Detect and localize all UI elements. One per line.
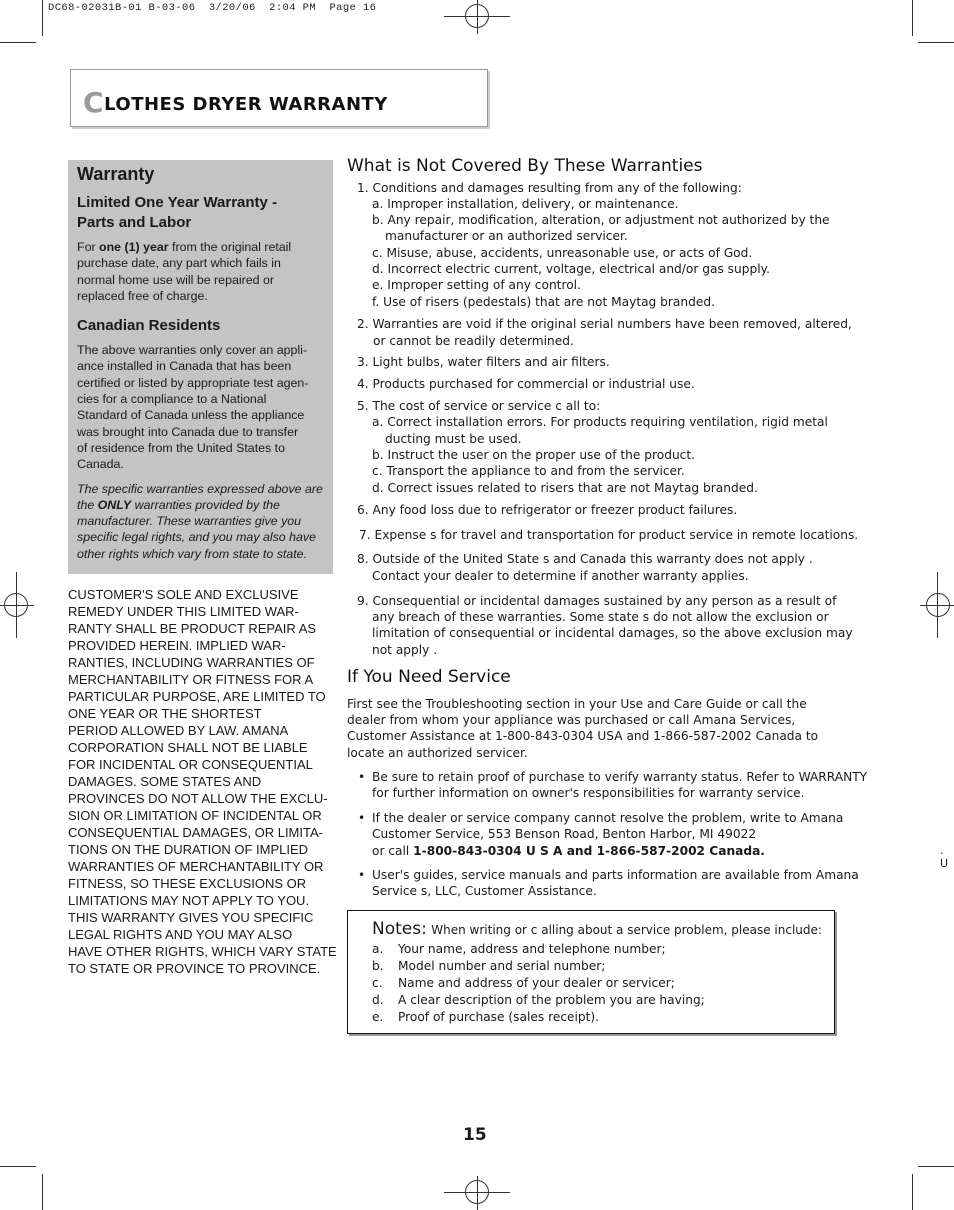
text-fragment: the xyxy=(77,497,98,512)
exclusive-remedy-text xyxy=(68,586,348,977)
service-intro-line: dealer from whom your appliance was purchased or call Amana Services, xyxy=(347,713,796,727)
notes-box xyxy=(347,910,835,1034)
crop-mark xyxy=(0,42,36,43)
exclusive-remedy-line: RANTY SHALL BE PRODUCT REPAIR AS xyxy=(68,621,317,636)
text-fragment: warranties provided by the xyxy=(131,497,280,512)
text-line: certified or listed by appropriate test agen- xyxy=(77,375,309,390)
limited-warranty-text xyxy=(77,239,327,304)
not-covered-line: ducting must be used. xyxy=(385,432,522,446)
text-line: The specific warranties expressed above are xyxy=(77,481,323,496)
text-line: purchase date, any part which fails in xyxy=(77,256,281,271)
not-covered-line: Contact your dealer to determine if another warranty applies. xyxy=(372,569,749,583)
registration-line xyxy=(0,605,34,606)
not-covered-heading: What is Not Covered By These Warranties xyxy=(347,156,703,176)
exclusive-remedy-line: CORPORATION SHALL NOT BE LIABLE xyxy=(68,740,308,755)
exclusive-remedy-line: LIMITATIONS MAY NOT APPLY TO YOU. xyxy=(68,893,310,908)
canadian-heading: Canadian Residents xyxy=(77,317,221,335)
bullet-icon: • xyxy=(358,811,366,825)
exclusive-remedy-line: MERCHANTABILITY OR FITNESS FOR A xyxy=(68,672,314,687)
exclusive-remedy-line: FITNESS, SO THESE EXCLUSIONS OR xyxy=(68,876,307,891)
not-covered-line: not apply . xyxy=(372,643,438,657)
exclusive-remedy-line: DAMAGES. SOME STATES AND xyxy=(68,774,262,789)
text-line: of residence from the United States to xyxy=(77,440,285,455)
service-intro-line: First see the Troubleshooting section in your Use and Care Guide or call the xyxy=(347,697,807,711)
registration-line xyxy=(16,572,17,638)
exclusive-remedy-line: FOR INCIDENTAL OR CONSEQUENTIAL xyxy=(68,757,313,772)
not-covered-line: or cannot be readily determined. xyxy=(373,334,574,348)
note-item xyxy=(372,942,666,956)
not-covered-line: b. Any repair, modification, alteration, or adjustment not authorized by the xyxy=(372,213,830,227)
bullet-icon: • xyxy=(358,770,366,784)
service-bullet-line: Be sure to retain proof of purchase to verify warranty status. Refer to WARRANTY xyxy=(372,770,868,784)
edge-fragment: . U xyxy=(940,844,949,870)
not-covered-line: a. Correct installation errors. For products requiring ventilation, rigid metal xyxy=(372,415,828,429)
service-phone-numbers: 1-800-843-0304 U S A and 1-866-587-2002 Canada. xyxy=(413,844,765,858)
exclusive-remedy-line: CONSEQUENTIAL DAMAGES, OR LIMITA- xyxy=(68,825,323,840)
exclusive-remedy-line: WARRANTIES OF MERCHANTABILITY OR xyxy=(68,859,324,874)
service-bullet-line: Customer Service, 553 Benson Road, Benton Harbor, MI 49022 xyxy=(372,827,757,841)
not-covered-line: limitation of consequential or incidental damages, so the above exclusion may xyxy=(372,626,853,640)
note-letter: e. xyxy=(372,1010,384,1024)
note-item xyxy=(372,976,675,990)
text-line: ance installed in Canada that has been xyxy=(77,359,292,374)
not-covered-line: 6. Any food loss due to refrigerator or freezer product failures. xyxy=(357,503,738,517)
exclusive-remedy-line: CUSTOMER'S SOLE AND EXCLUSIVE xyxy=(68,587,299,602)
service-intro-line: locate an authorized servicer. xyxy=(347,746,528,760)
note-letter: d. xyxy=(372,993,384,1007)
text-line: other rights which vary from state to state. xyxy=(77,546,308,561)
not-covered-line: c. Misuse, abuse, accidents, unreasonable use, or acts of God. xyxy=(372,246,753,260)
not-covered-line: 4. Products purchased for commercial or industrial use. xyxy=(357,377,695,391)
note-text: Model number and serial number; xyxy=(398,959,606,973)
registration-line xyxy=(937,572,938,638)
warranty-panel xyxy=(68,160,333,574)
registration-line xyxy=(477,0,478,34)
page-number: 15 xyxy=(463,1125,487,1145)
not-covered-line: manufacturer or an authorized servicer. xyxy=(385,229,628,243)
not-covered-line: d. Incorrect electric current, voltage, electrical and/or gas supply. xyxy=(372,262,770,276)
exclusive-remedy-line: REMEDY UNDER THIS LIMITED WAR- xyxy=(68,604,299,619)
not-covered-line: d. Correct issues related to risers that are not Maytag branded. xyxy=(372,481,758,495)
crop-mark xyxy=(42,1174,43,1210)
not-covered-line: c. Transport the appliance to and from the servicer. xyxy=(372,464,685,478)
text-line: cies for a compliance to a National xyxy=(77,392,267,407)
note-letter: c. xyxy=(372,976,383,990)
not-covered-line: 8. Outside of the United State s and Canada this warranty does not apply . xyxy=(357,552,813,566)
not-covered-line: 5. The cost of service or service c all to: xyxy=(357,399,601,413)
print-header: DC68-02031B-01 B-03-06 3/20/06 2:04 PM Page 16 xyxy=(48,2,377,14)
crop-mark xyxy=(918,42,954,43)
specific-warranties-note xyxy=(77,481,327,562)
text-line: replaced free of charge. xyxy=(77,288,208,303)
limited-warranty-heading xyxy=(77,193,327,233)
text-line: normal home use will be repaired or xyxy=(77,272,274,287)
crop-mark xyxy=(42,0,43,36)
title-box xyxy=(70,69,488,127)
notes-lead: When writing or c alling about a service problem, please include: xyxy=(431,923,822,937)
note-text: A clear description of the problem you are having; xyxy=(398,993,705,1007)
note-text: Name and address of your dealer or servicer; xyxy=(398,976,675,990)
note-item xyxy=(372,1010,599,1024)
text-fragment: For xyxy=(77,240,100,254)
not-covered-line: 1. Conditions and damages resulting from any of the following: xyxy=(357,181,742,195)
note-item xyxy=(372,993,705,1007)
exclusive-remedy-line: ONE YEAR OR THE SHORTEST xyxy=(68,706,262,721)
crop-mark xyxy=(918,1166,954,1167)
exclusive-remedy-line: PERIOD ALLOWED BY LAW. AMANA xyxy=(68,723,289,738)
exclusive-remedy-line: PROVIDED HEREIN. IMPLIED WAR- xyxy=(68,638,286,653)
exclusive-remedy-line: TO STATE OR PROVINCE TO PROVINCE. xyxy=(68,961,321,976)
crop-mark xyxy=(912,1174,913,1210)
note-text: Proof of purchase (sales receipt). xyxy=(398,1010,600,1024)
exclusive-remedy-line: SION OR LIMITATION OF INCIDENTAL OR xyxy=(68,808,322,823)
warranty-heading: Warranty xyxy=(77,164,155,184)
service-bullet-line xyxy=(372,843,765,859)
text-bold: ONLY xyxy=(97,497,132,512)
not-covered-line: 3. Light bulbs, water filters and air filters. xyxy=(357,355,610,369)
not-covered-line: 2. Warranties are void if the original serial numbers have been removed, altered, xyxy=(357,317,852,331)
service-bullet-line: If the dealer or service company cannot resolve the problem, write to Amana xyxy=(372,811,844,825)
exclusive-remedy-line: RANTIES, INCLUDING WARRANTIES OF xyxy=(68,655,315,670)
service-bullet-line: for further information on owner's responsibilities for warranty service. xyxy=(372,786,805,800)
not-covered-line: 7. Expense s for travel and transportation for product service in remote locations. xyxy=(359,528,859,542)
note-item xyxy=(372,959,605,973)
text-line: The above warranties only cover an appli- xyxy=(77,343,308,358)
notes-title: Notes: xyxy=(372,919,427,939)
title-initial: C xyxy=(83,86,105,119)
heading-line: Limited One Year Warranty - xyxy=(77,194,278,211)
canadian-text xyxy=(77,342,327,472)
not-covered-line: b. Instruct the user on the proper use of the product. xyxy=(372,448,696,462)
note-letter: b. xyxy=(372,959,384,973)
not-covered-line: 9. Consequential or incidental damages sustained by any person as a result of xyxy=(357,594,837,608)
note-text: Your name, address and telephone number; xyxy=(398,942,666,956)
service-intro-line: Customer Assistance at 1-800-843-0304 USA and 1-866-587-2002 Canada to xyxy=(347,729,819,743)
text-fragment: from the original retail xyxy=(168,240,292,254)
text-bold: one (1) year xyxy=(99,240,169,254)
exclusive-remedy-line: LEGAL RIGHTS AND YOU MAY ALSO xyxy=(68,927,293,942)
text-fragment: or call xyxy=(372,844,414,858)
not-covered-line: e. Improper setting of any control. xyxy=(372,278,581,292)
note-letter: a. xyxy=(372,942,384,956)
text-line: was brought into Canada due to transfer xyxy=(77,424,299,439)
service-bullet-line: User's guides, service manuals and parts information are available from Amana xyxy=(372,868,859,882)
service-heading: If You Need Service xyxy=(347,667,511,687)
text-line: manufacturer. These warranties give you xyxy=(77,514,302,529)
title-rest: LOTHES DRYER WARRANTY xyxy=(104,94,388,115)
exclusive-remedy-line: THIS WARRANTY GIVES YOU SPECIFIC xyxy=(68,910,314,925)
exclusive-remedy-line: PARTICULAR PURPOSE, ARE LIMITED TO xyxy=(68,689,326,704)
crop-mark xyxy=(0,1166,36,1167)
text-line: Standard of Canada unless the appliance xyxy=(77,408,305,423)
text-line: specific legal rights, and you may also have xyxy=(77,530,316,545)
exclusive-remedy-line: HAVE OTHER RIGHTS, WHICH VARY STATE xyxy=(68,944,337,959)
text-line: Canada. xyxy=(77,457,124,472)
bullet-icon: • xyxy=(358,868,366,882)
not-covered-line: any breach of these warranties. Some state s do not allow the exclusion or xyxy=(372,610,829,624)
page-title xyxy=(83,86,388,119)
crop-mark xyxy=(912,0,913,36)
not-covered-line: a. Improper installation, delivery, or maintenance. xyxy=(372,197,679,211)
exclusive-remedy-line: TIONS ON THE DURATION OF IMPLIED xyxy=(68,842,309,857)
registration-line xyxy=(477,1176,478,1210)
heading-line: Parts and Labor xyxy=(77,214,192,231)
exclusive-remedy-line: PROVINCES DO NOT ALLOW THE EXCLU- xyxy=(68,791,328,806)
not-covered-line: f. Use of risers (pedestals) that are not Maytag branded. xyxy=(372,295,715,309)
service-bullet-line: Service s, LLC, Customer Assistance. xyxy=(372,884,597,898)
